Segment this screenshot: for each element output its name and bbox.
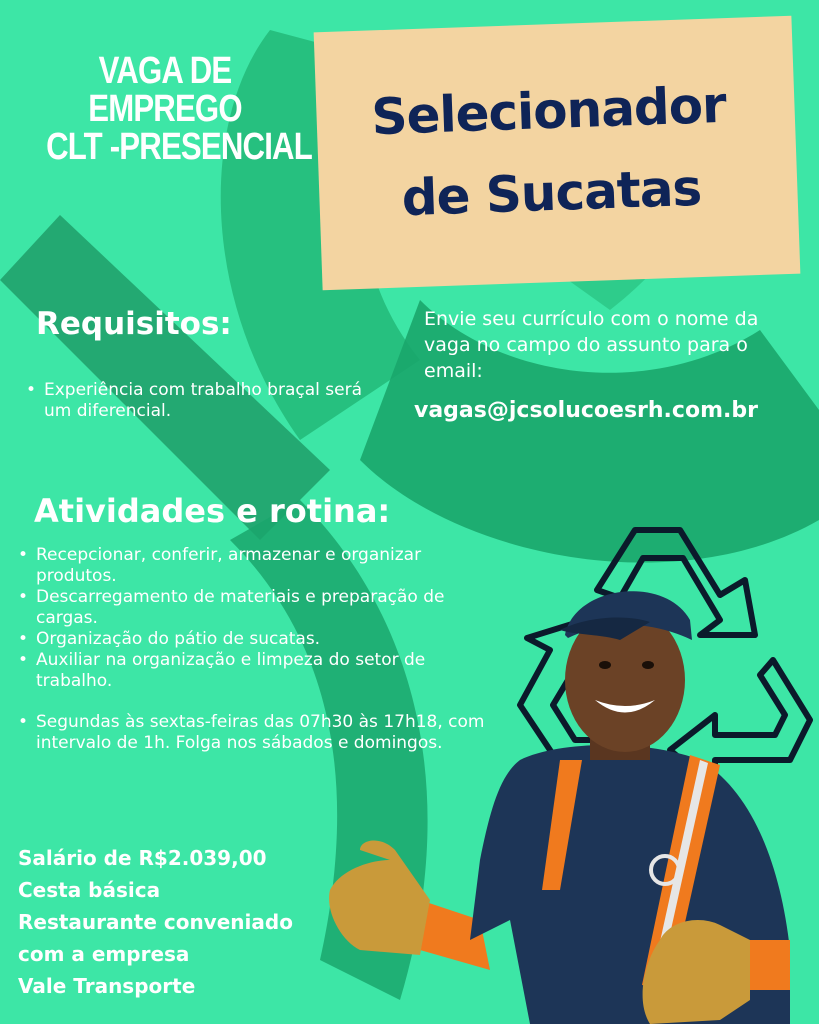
benefit-item: Salário de R$2.039,00 (18, 846, 267, 870)
kicker-line: VAGA DE (98, 50, 232, 92)
list-item: • Auxiliar na organização e limpeza do setor de trabalho. (16, 650, 496, 692)
requirements-list (22, 380, 382, 422)
list-item: • Segundas às sextas-feiras das 07h30 às 17h18, com intervalo de 1h. Folga nos sábados e domingos. (16, 712, 496, 754)
requirements-heading: Requisitos: (36, 306, 232, 342)
list-item: • Experiência com trabalho braçal será um diferencial. (22, 380, 382, 422)
job-kicker (46, 50, 312, 168)
title-line: de Sucatas (400, 158, 703, 228)
benefit-item: Vale Transporte (18, 974, 196, 998)
list-item: • Descarregamento de materiais e preparação de cargas. (16, 587, 496, 629)
left-glove (329, 841, 430, 955)
job-title (327, 62, 772, 241)
apply-email[interactable]: vagas@jcsolucoesrh.com.br (414, 398, 758, 423)
list-item: • Recepcionar, conferir, armazenar e organizar produtos. (16, 545, 496, 587)
kicker-line: CLT -PRESENCIAL (46, 126, 312, 168)
title-line: Selecionador (370, 75, 727, 147)
benefit-item: Restaurante conveniado (18, 910, 293, 934)
list-item: • Organização do pátio de sucatas. (16, 629, 496, 650)
benefits-list (18, 842, 293, 1002)
eye-left (599, 661, 611, 669)
eye-right (642, 661, 654, 669)
worker-photo (320, 560, 819, 1024)
apply-instructions: Envie seu currículo com o nome da vaga no campo do assunto para o email: (424, 308, 759, 382)
benefit-item: com a empresa (18, 942, 190, 966)
activities-heading: Atividades e rotina: (34, 492, 391, 530)
kicker-line: EMPREGO (88, 88, 242, 130)
benefit-item: Cesta básica (18, 878, 161, 902)
